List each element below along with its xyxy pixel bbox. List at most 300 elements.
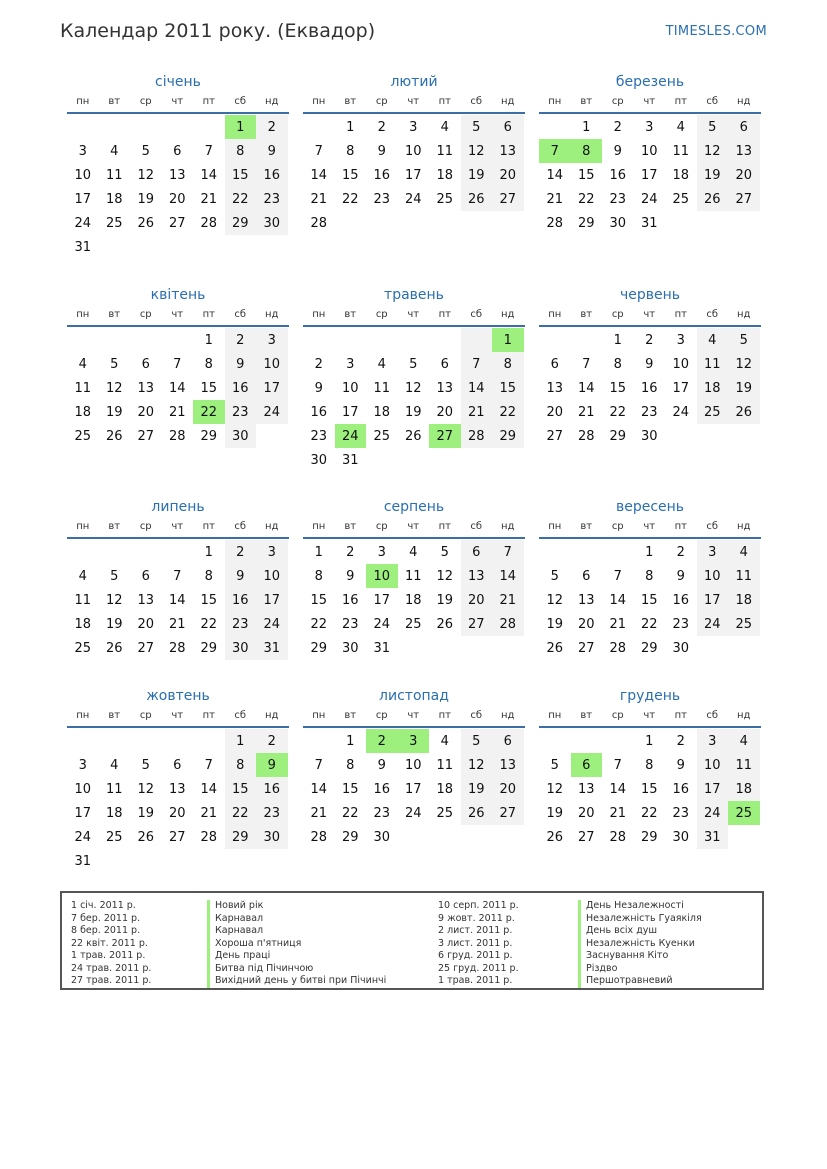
weekday-header: [539, 709, 761, 728]
day-cell: 1: [346, 733, 355, 749]
weekday-label: пн: [548, 710, 562, 721]
weekday-label: нд: [501, 96, 515, 107]
day-cell: 21: [310, 191, 328, 207]
day-cell: 24: [697, 612, 729, 636]
day-cell: 1: [645, 733, 654, 749]
day-grid: [303, 540, 525, 660]
day-cell: 5: [110, 356, 119, 372]
holiday-date: 1 трав. 2011 р.: [71, 950, 146, 961]
day-cell: 29: [609, 428, 627, 444]
weekday-label: пт: [438, 521, 451, 532]
weekday-label: пн: [312, 309, 326, 320]
holiday-dates-left: [71, 900, 151, 988]
day-cell: 29: [225, 211, 257, 235]
empty-cell: [429, 211, 461, 235]
day-cell: 3: [256, 540, 288, 564]
weekday-header: [539, 308, 761, 327]
weekday-label: пн: [312, 96, 326, 107]
day-cell: 5: [110, 568, 119, 584]
day-cell: 27: [492, 801, 524, 825]
day-cell: 26: [461, 801, 493, 825]
month-name: вересень: [615, 499, 685, 515]
weekday-label: вт: [344, 96, 357, 107]
month-name: липень: [151, 499, 205, 515]
day-cell: 4: [440, 119, 449, 135]
day-cell: 18: [404, 592, 422, 608]
weekday-label: ср: [611, 96, 624, 107]
holiday-date: 9 жовт. 2011 р.: [438, 912, 515, 924]
day-cell: 26: [546, 829, 564, 845]
empty-cell: [67, 328, 99, 352]
weekday-label: нд: [265, 521, 279, 532]
holiday-day-cell: 24: [335, 424, 367, 448]
day-cell: 23: [256, 187, 288, 211]
empty-cell: [366, 448, 398, 472]
day-cell: 12: [105, 380, 123, 396]
weekday-label: нд: [737, 710, 751, 721]
day-cell: 9: [314, 380, 323, 396]
weekday-label: пн: [76, 521, 90, 532]
weekday-header: [67, 709, 289, 728]
day-cell: 3: [697, 540, 729, 564]
day-cell: 20: [577, 616, 595, 632]
day-cell: 12: [137, 781, 155, 797]
day-cell: 23: [225, 612, 257, 636]
day-cell: 5: [440, 544, 449, 560]
holiday-date: 7 бер. 2011 р.: [71, 912, 141, 924]
day-grid: [539, 540, 761, 660]
day-cell: 20: [436, 404, 454, 420]
weekday-label: вт: [580, 309, 593, 320]
month-name: грудень: [619, 688, 681, 704]
day-cell: 23: [225, 400, 257, 424]
day-cell: 8: [204, 356, 213, 372]
day-cell: 16: [341, 592, 359, 608]
day-cell: 16: [225, 376, 257, 400]
holiday-day-cell: 3: [398, 729, 430, 753]
empty-cell: [99, 729, 131, 753]
weekday-label: чт: [407, 96, 420, 107]
day-cell: 1: [645, 544, 654, 560]
weekday-label: нд: [265, 710, 279, 721]
day-grid: [303, 115, 525, 235]
weekday-label: чт: [171, 309, 184, 320]
day-cell: 27: [137, 428, 155, 444]
day-cell: 25: [74, 640, 92, 656]
day-cell: 2: [225, 328, 257, 352]
weekday-header: [67, 95, 289, 114]
day-cell: 20: [492, 777, 524, 801]
day-cell: 23: [640, 404, 658, 420]
day-cell: 21: [609, 616, 627, 632]
holiday-name: Хороша п'ятниця: [207, 938, 386, 951]
day-cell: 23: [373, 191, 391, 207]
empty-cell: [130, 540, 162, 564]
day-cell: 6: [550, 356, 559, 372]
day-cell: 17: [256, 588, 288, 612]
day-cell: 29: [200, 640, 218, 656]
empty-cell: [728, 636, 760, 660]
day-cell: 8: [346, 757, 355, 773]
day-cell: 19: [546, 805, 564, 821]
empty-cell: [130, 849, 162, 873]
weekday-label: пт: [674, 96, 687, 107]
holiday-name: Незалежність Гуаякіля: [578, 913, 702, 926]
holiday-day-cell: 1: [225, 115, 257, 139]
day-cell: 29: [310, 640, 328, 656]
day-cell: 6: [582, 568, 591, 584]
day-cell: 24: [74, 215, 92, 231]
day-cell: 25: [672, 191, 690, 207]
day-cell: 16: [609, 167, 627, 183]
day-cell: 24: [74, 829, 92, 845]
weekday-label: чт: [643, 521, 656, 532]
day-cell: 15: [200, 592, 218, 608]
day-cell: 16: [256, 163, 288, 187]
weekday-label: пн: [548, 309, 562, 320]
day-cell: 25: [105, 829, 123, 845]
day-cell: 15: [640, 592, 658, 608]
day-cell: 24: [697, 801, 729, 825]
day-cell: 21: [461, 400, 493, 424]
day-grid: [539, 328, 761, 448]
weekday-label: ср: [139, 710, 152, 721]
day-cell: 19: [105, 616, 123, 632]
day-cell: 2: [314, 356, 323, 372]
day-cell: 31: [640, 215, 658, 231]
day-cell: 2: [256, 729, 288, 753]
day-cell: 26: [697, 187, 729, 211]
day-cell: 27: [137, 640, 155, 656]
day-cell: 5: [409, 356, 418, 372]
day-cell: 12: [546, 592, 564, 608]
holiday-dates-right: [438, 900, 519, 988]
day-cell: 26: [546, 640, 564, 656]
day-cell: 7: [314, 143, 323, 159]
day-cell: 30: [341, 640, 359, 656]
weekday-label: ср: [611, 710, 624, 721]
day-cell: 10: [256, 352, 288, 376]
day-cell: 17: [74, 805, 92, 821]
day-cell: 6: [728, 115, 760, 139]
holiday-date: 1 січ. 2011 р.: [71, 900, 136, 911]
day-cell: 1: [346, 119, 355, 135]
empty-cell: [193, 235, 225, 259]
day-cell: 11: [697, 352, 729, 376]
day-cell: 17: [672, 380, 690, 396]
empty-cell: [461, 328, 493, 352]
holiday-name: Різдво: [578, 963, 702, 976]
holiday-date: 10 серп. 2011 р.: [438, 900, 519, 911]
day-cell: 11: [74, 380, 92, 396]
day-cell: 7: [204, 757, 213, 773]
day-cell: 29: [640, 829, 658, 845]
day-cell: 29: [200, 428, 218, 444]
day-cell: 27: [728, 187, 760, 211]
weekday-label: вт: [108, 710, 121, 721]
day-cell: 27: [168, 829, 186, 845]
day-cell: 31: [341, 452, 359, 468]
empty-cell: [130, 115, 162, 139]
day-cell: 20: [168, 805, 186, 821]
day-cell: 22: [225, 187, 257, 211]
weekday-label: пт: [202, 521, 215, 532]
day-cell: 12: [697, 139, 729, 163]
weekday-header: [303, 709, 525, 728]
day-cell: 28: [200, 215, 218, 231]
holiday-name: Першотравневий: [578, 975, 702, 988]
day-cell: 28: [492, 612, 524, 636]
day-cell: 13: [546, 380, 564, 396]
weekday-header: [539, 95, 761, 114]
weekday-label: чт: [643, 309, 656, 320]
day-cell: 6: [461, 540, 493, 564]
day-cell: 27: [546, 428, 564, 444]
holiday-day-cell: 1: [492, 328, 524, 352]
empty-cell: [429, 448, 461, 472]
weekday-header: [67, 520, 289, 539]
empty-cell: [398, 328, 430, 352]
day-cell: 28: [461, 424, 493, 448]
day-cell: 24: [640, 191, 658, 207]
empty-cell: [193, 115, 225, 139]
day-cell: 13: [728, 139, 760, 163]
day-cell: 4: [78, 356, 87, 372]
weekday-label: сб: [470, 309, 483, 320]
weekday-label: ср: [611, 521, 624, 532]
day-cell: 8: [314, 568, 323, 584]
day-cell: 28: [310, 829, 328, 845]
weekday-label: сб: [234, 710, 247, 721]
day-cell: 26: [105, 640, 123, 656]
day-cell: 22: [341, 805, 359, 821]
day-cell: 26: [461, 187, 493, 211]
day-cell: 28: [577, 428, 595, 444]
weekday-header: [303, 520, 525, 539]
weekday-label: вт: [108, 521, 121, 532]
day-cell: 31: [697, 825, 729, 849]
empty-cell: [429, 328, 461, 352]
day-cell: 30: [225, 636, 257, 660]
day-cell: 5: [141, 757, 150, 773]
day-cell: 14: [310, 781, 328, 797]
day-cell: 12: [461, 139, 493, 163]
day-cell: 16: [373, 167, 391, 183]
weekday-label: пн: [76, 309, 90, 320]
day-cell: 14: [609, 592, 627, 608]
day-cell: 10: [74, 167, 92, 183]
holiday-day-cell: 10: [366, 564, 398, 588]
day-cell: 21: [310, 805, 328, 821]
day-cell: 29: [341, 829, 359, 845]
holiday-day-cell: 7: [539, 139, 571, 163]
month-9: [539, 497, 761, 660]
empty-cell: [99, 328, 131, 352]
day-cell: 30: [640, 428, 658, 444]
day-cell: 22: [640, 805, 658, 821]
day-cell: 4: [78, 568, 87, 584]
day-cell: 15: [341, 781, 359, 797]
day-grid: [67, 540, 289, 660]
empty-cell: [99, 235, 131, 259]
day-cell: 27: [168, 215, 186, 231]
day-cell: 26: [404, 428, 422, 444]
day-cell: 12: [461, 753, 493, 777]
day-cell: 4: [440, 733, 449, 749]
day-cell: 7: [582, 356, 591, 372]
holiday-day-cell: 2: [366, 729, 398, 753]
empty-cell: [429, 825, 461, 849]
empty-cell: [728, 825, 760, 849]
day-cell: 4: [728, 540, 760, 564]
weekday-label: вт: [108, 96, 121, 107]
empty-cell: [99, 115, 131, 139]
day-cell: 1: [225, 729, 257, 753]
weekday-label: пн: [76, 96, 90, 107]
month-12: [539, 686, 761, 849]
day-cell: 11: [436, 757, 454, 773]
holiday-date: 24 трав. 2011 р.: [71, 962, 152, 974]
day-cell: 26: [436, 616, 454, 632]
empty-cell: [256, 235, 288, 259]
day-cell: 26: [105, 428, 123, 444]
holiday-date: 8 бер. 2011 р.: [71, 925, 141, 936]
month-name: січень: [155, 74, 201, 90]
day-cell: 3: [676, 332, 685, 348]
day-cell: 18: [672, 167, 690, 183]
day-cell: 13: [168, 781, 186, 797]
day-cell: 23: [341, 616, 359, 632]
month-6: [539, 285, 761, 448]
empty-cell: [728, 424, 760, 448]
weekday-label: сб: [706, 309, 719, 320]
empty-cell: [335, 211, 367, 235]
day-cell: 17: [373, 592, 391, 608]
day-cell: 9: [377, 757, 386, 773]
weekday-label: ср: [375, 96, 388, 107]
day-cell: 30: [672, 829, 690, 845]
holiday-date: 2 лист. 2011 р.: [438, 925, 513, 936]
empty-cell: [162, 540, 194, 564]
day-cell: 23: [609, 191, 627, 207]
empty-cell: [697, 636, 729, 660]
day-cell: 9: [225, 352, 257, 376]
day-cell: 28: [168, 428, 186, 444]
day-cell: 3: [346, 356, 355, 372]
weekday-label: чт: [171, 521, 184, 532]
day-cell: 31: [373, 640, 391, 656]
day-cell: 14: [609, 781, 627, 797]
day-cell: 5: [550, 757, 559, 773]
day-cell: 19: [461, 777, 493, 801]
day-cell: 12: [105, 592, 123, 608]
weekday-label: сб: [234, 309, 247, 320]
day-cell: 5: [141, 143, 150, 159]
day-cell: 30: [672, 640, 690, 656]
day-cell: 21: [168, 616, 186, 632]
day-cell: 14: [577, 380, 595, 396]
day-cell: 24: [404, 805, 422, 821]
day-cell: 19: [461, 163, 493, 187]
day-cell: 23: [672, 805, 690, 821]
day-cell: 3: [645, 119, 654, 135]
weekday-label: сб: [470, 521, 483, 532]
day-cell: 4: [110, 143, 119, 159]
empty-cell: [602, 540, 634, 564]
day-cell: 11: [728, 753, 760, 777]
day-cell: 6: [492, 729, 524, 753]
day-cell: 16: [225, 588, 257, 612]
day-cell: 21: [200, 191, 218, 207]
day-cell: 18: [74, 404, 92, 420]
day-cell: 1: [204, 544, 213, 560]
day-cell: 15: [225, 163, 257, 187]
empty-cell: [492, 825, 524, 849]
day-cell: 16: [640, 380, 658, 396]
day-cell: 1: [613, 332, 622, 348]
weekday-label: ср: [375, 710, 388, 721]
weekday-label: пт: [674, 521, 687, 532]
day-cell: 5: [461, 729, 493, 753]
day-cell: 23: [310, 428, 328, 444]
day-cell: 29: [225, 825, 257, 849]
day-cell: 13: [577, 781, 595, 797]
day-cell: 22: [225, 801, 257, 825]
day-grid: [303, 729, 525, 849]
weekday-label: вт: [344, 309, 357, 320]
empty-cell: [335, 328, 367, 352]
day-cell: 18: [436, 167, 454, 183]
day-cell: 28: [168, 640, 186, 656]
site-link[interactable]: TIMESLES.COM: [665, 24, 767, 39]
day-cell: 15: [225, 777, 257, 801]
day-cell: 24: [256, 400, 288, 424]
empty-cell: [256, 849, 288, 873]
month-name: серпень: [383, 499, 445, 515]
empty-cell: [303, 729, 335, 753]
day-cell: 21: [609, 805, 627, 821]
day-cell: 7: [173, 356, 182, 372]
holiday-date: 3 лист. 2011 р.: [438, 937, 513, 949]
month-name: травень: [384, 287, 444, 303]
day-cell: 15: [200, 380, 218, 396]
day-cell: 14: [461, 376, 493, 400]
day-cell: 2: [645, 332, 654, 348]
day-cell: 19: [436, 592, 454, 608]
day-cell: 12: [137, 167, 155, 183]
day-cell: 27: [577, 829, 595, 845]
day-cell: 30: [373, 829, 391, 845]
month-11: [303, 686, 525, 849]
weekday-label: чт: [407, 521, 420, 532]
month-name: листопад: [379, 688, 449, 704]
weekday-label: ср: [375, 309, 388, 320]
weekday-label: чт: [407, 710, 420, 721]
weekday-label: вт: [344, 710, 357, 721]
holiday-name: Карнавал: [207, 913, 386, 926]
day-cell: 17: [256, 376, 288, 400]
weekday-label: пт: [438, 309, 451, 320]
page-title: Календар 2011 року. (Еквадор): [60, 20, 376, 42]
empty-cell: [130, 328, 162, 352]
day-cell: 4: [377, 356, 386, 372]
day-cell: 13: [137, 380, 155, 396]
day-cell: 27: [492, 187, 524, 211]
day-cell: 19: [697, 163, 729, 187]
day-cell: 28: [200, 829, 218, 845]
day-cell: 18: [697, 376, 729, 400]
day-cell: 27: [461, 612, 493, 636]
